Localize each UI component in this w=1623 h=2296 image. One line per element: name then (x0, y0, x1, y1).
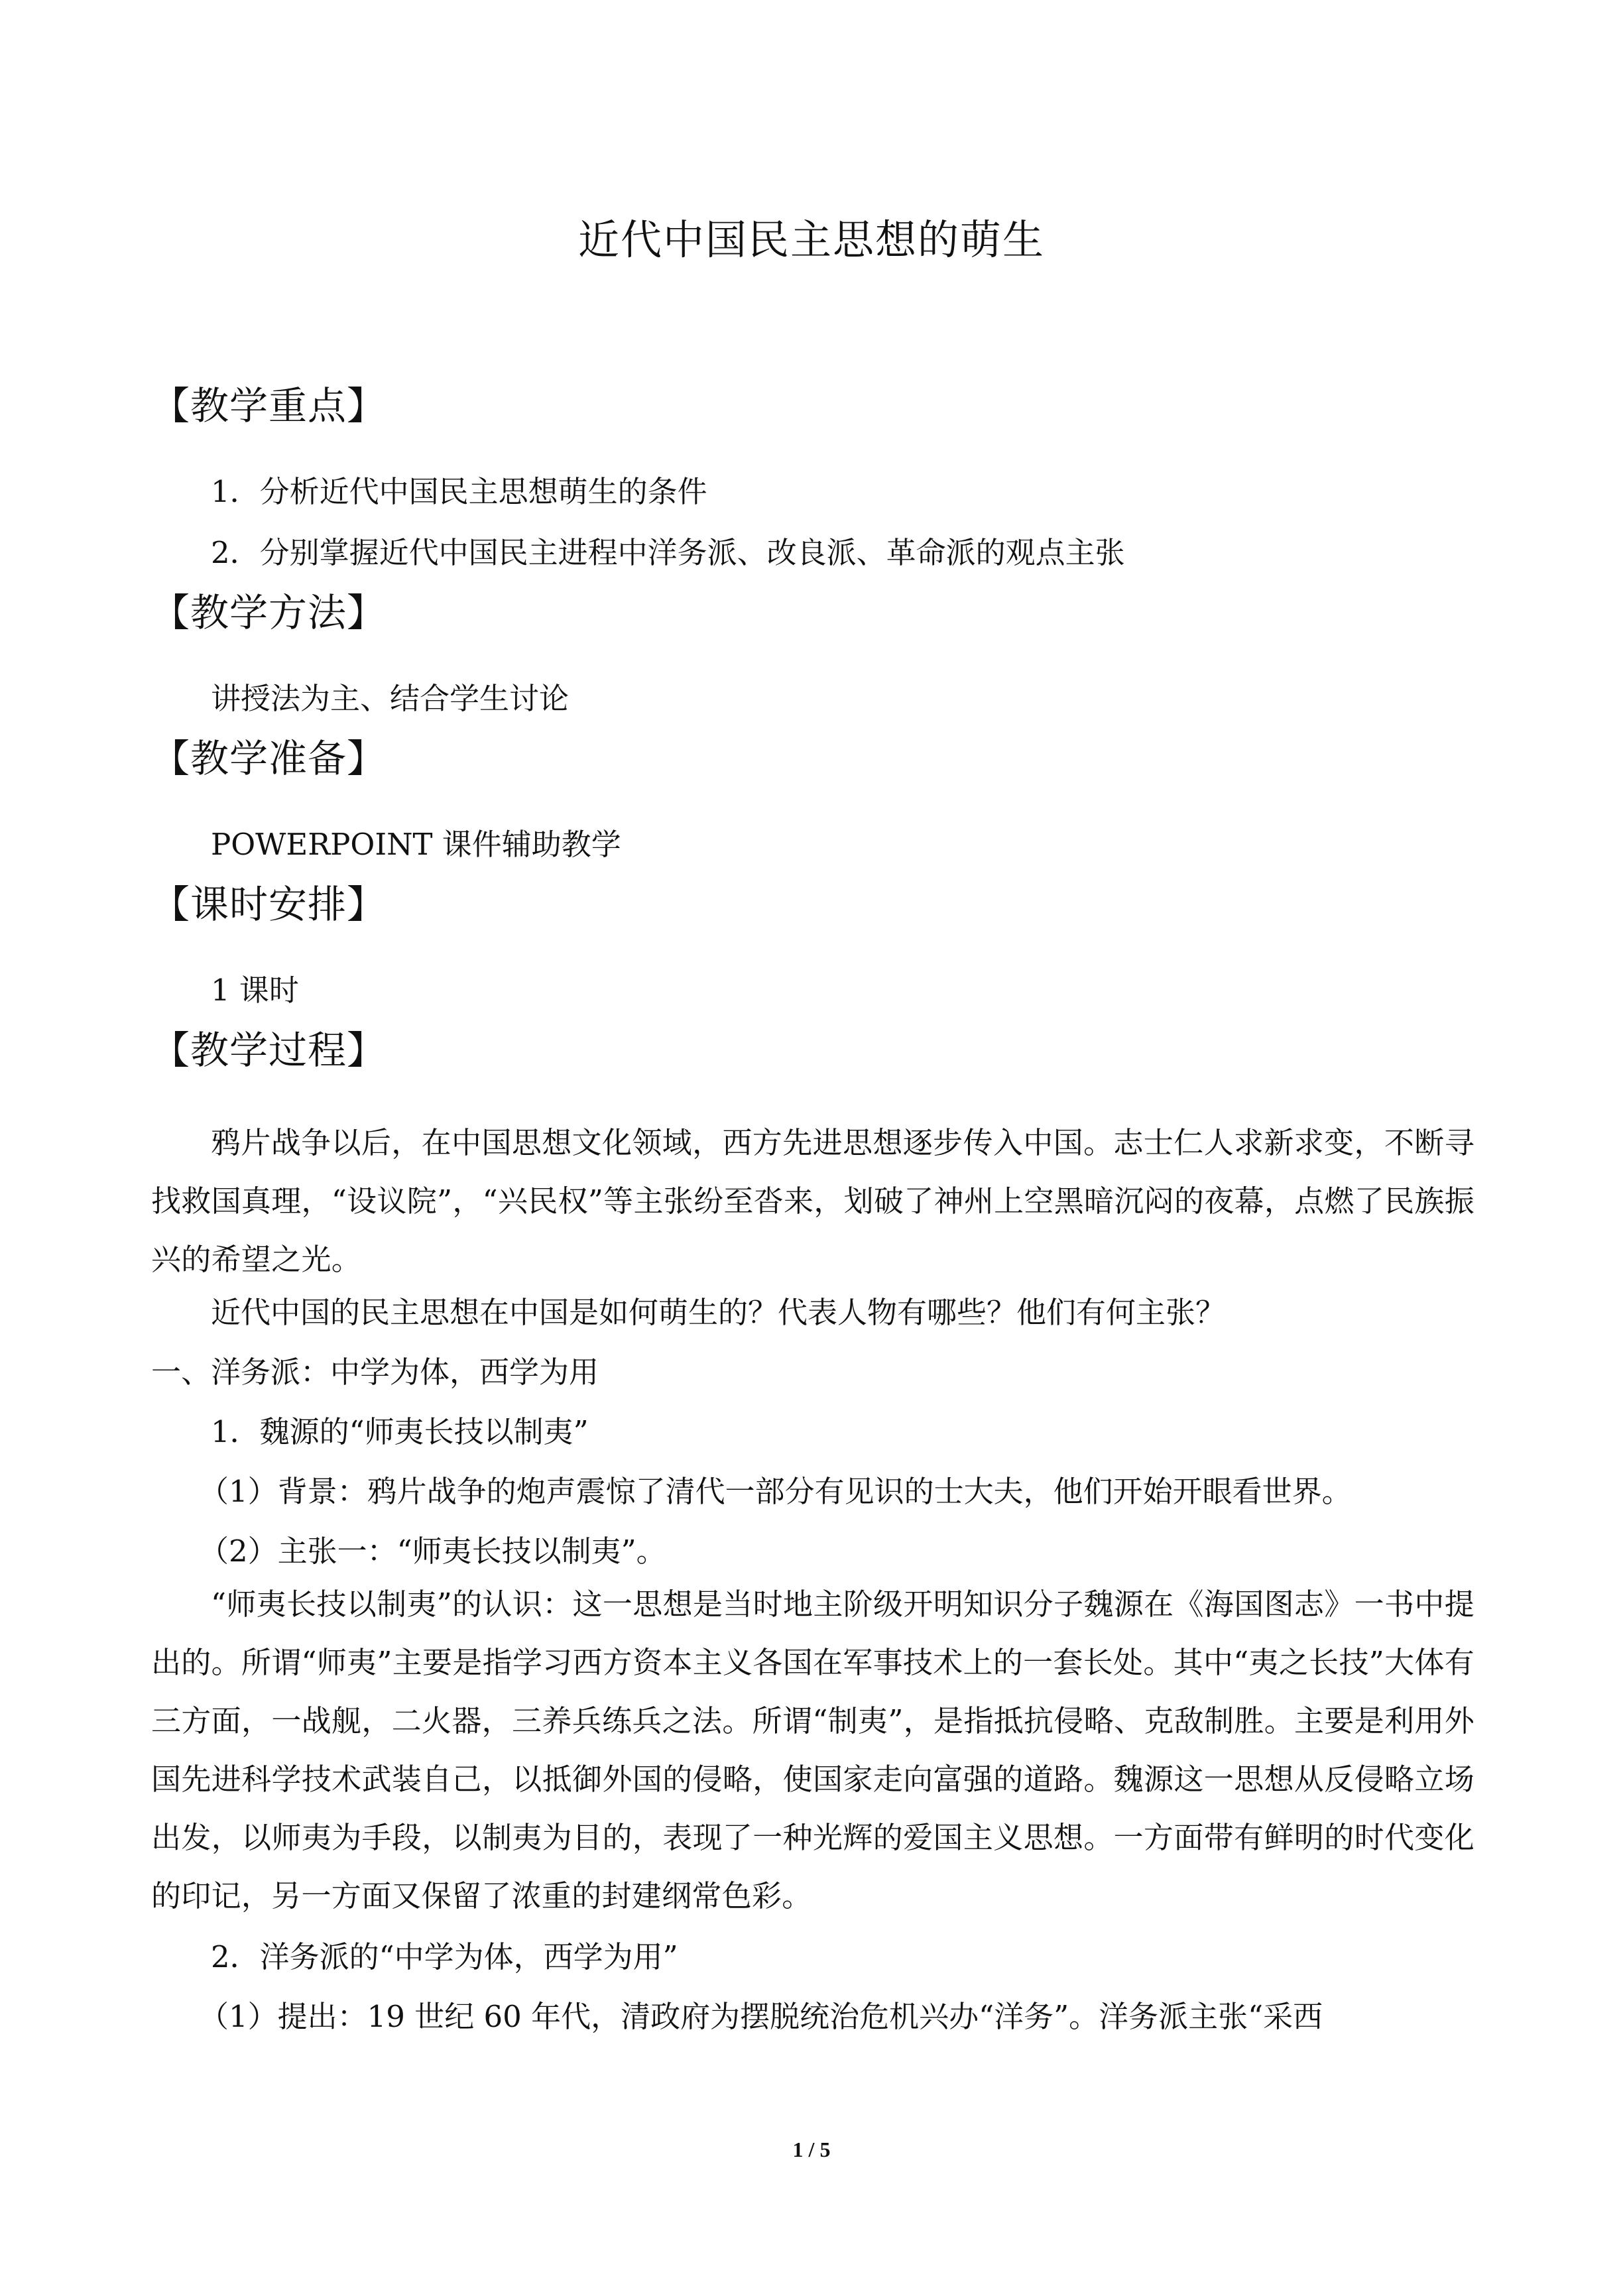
sub2-proposal: （1）提出：19 世纪 60 年代，清政府为摆脱统治危机兴办“洋务”。洋务派主张“采西 (199, 1999, 1323, 2034)
sub1-claim: （2）主张一：“师夷长技以制夷”。 (199, 1534, 666, 1569)
heading-preparation: 【教学准备】 (151, 736, 387, 781)
heading-method: 【教学方法】 (151, 590, 387, 635)
key-point-1: 1．分析近代中国民主思想萌生的条件 (211, 474, 707, 509)
sub1-background: （1）背景：鸦片战争的炮声震惊了清代一部分有见识的士大夫，他们开始开眼看世界。 (199, 1474, 1352, 1509)
page-number: 1 / 5 (792, 2138, 831, 2161)
sub1-title: 1．魏源的“师夷长技以制夷” (211, 1414, 589, 1449)
heading-schedule: 【课时安排】 (151, 882, 387, 927)
part1-title: 一、洋务派：中学为体，西学为用 (151, 1355, 599, 1390)
heading-process: 【教学过程】 (151, 1028, 387, 1073)
sub1-analysis: “师夷长技以制夷”的认识：这一思想是当时地主阶级开明知识分子魏源在《海国图志》一书中提出的。所谓“师夷”主要是指学习西方资本主义各国在军事技术上的一套长处。其中“夷之长技”大体有三方面，一战舰，二火器，三养兵练兵之法。所谓“制夷”，是指抵抗侵略、克敌制胜。主要是利用外国先进科学技术武装自己，以抵御外国的侵略，使国家走向富强的道路。魏源这一思想从反侵略立场出发，以师夷为手段，以制夷为目的，表现了一种光辉的爱国主义思想。一方面带有鲜明的时代变化的印记，另一方面又保留了浓重的封建纲常色彩。 (151, 1587, 1474, 1913)
page-title: 近代中国民主思想的萌生 (577, 215, 1045, 264)
preparation-text: POWERPOINT 课件辅助教学 (211, 827, 621, 862)
sub2-title: 2．洋务派的“中学为体，西学为用” (211, 1939, 678, 1974)
guiding-question: 近代中国的民主思想在中国是如何萌生的？代表人物有哪些？他们有何主张？ (211, 1295, 1226, 1330)
method-text: 讲授法为主、结合学生讨论 (211, 681, 570, 716)
key-point-2: 2．分别掌握近代中国民主进程中洋务派、改良派、革命派的观点主张 (211, 535, 1125, 570)
schedule-text: 1 课时 (211, 973, 299, 1008)
heading-key-points: 【教学重点】 (151, 383, 387, 428)
intro-paragraph: 鸦片战争以后，在中国思想文化领域，西方先进思想逐步传入中国。志士仁人求新求变，不断寻找救国真理，“设议院”，“兴民权”等主张纷至沓来，划破了神州上空黑暗沉闷的夜幕，点燃了民族振兴的希望之光。 (151, 1125, 1474, 1277)
